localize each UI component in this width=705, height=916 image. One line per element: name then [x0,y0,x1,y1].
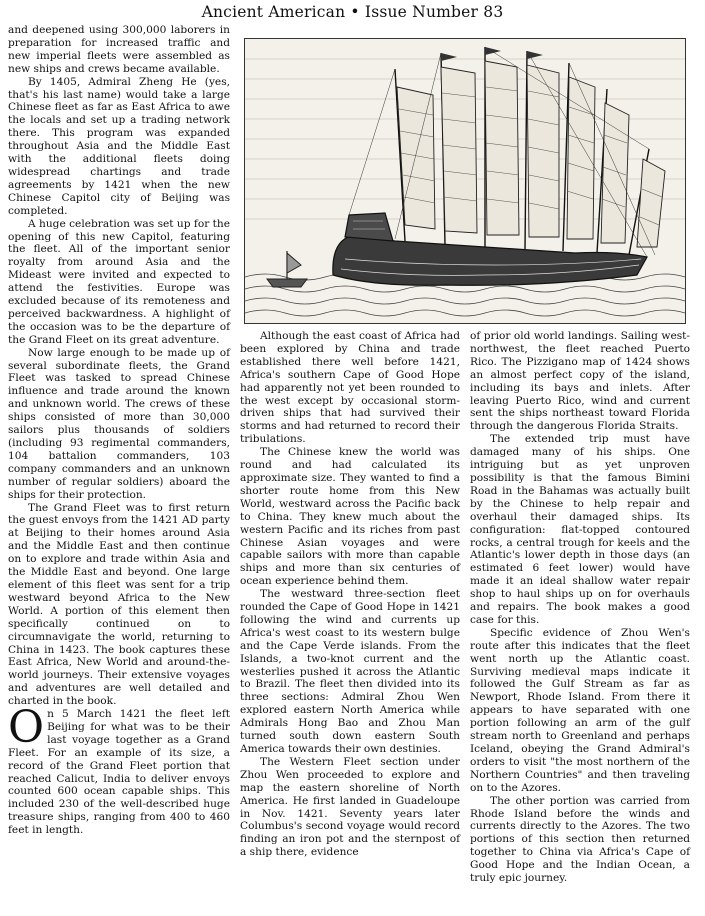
paragraph: The westward three-section fleet rounded the Cape of Good Hope in 1421 following the wind and currents up Africa's west coast to its western bulge and the Cape Verde islands. From the Islands, a two-knot current and the westerlies pushed it across the Atlantic to Brazil. The fleet then divided into its three sections: Admiral Zhou Wen explored eastern North America while Admirals Hong Bao and Zhou Man turned south down eastern South America towards their own destinies. [240,588,460,755]
paragraph: of prior old world landings. Sailing west-northwest, the fleet reached Puerto Rico. The Pizzigano map of 1424 shows an almost perfect copy of the island, including its bays and inlets. After leaving Puerto Rico, wind and current sent the ships northeast toward Florida through the dangerous Florida Straits. [470,330,690,433]
paragraph: The Grand Fleet was to first return the guest envoys from the 1421 AD party at Beijing to their homes around Asia and the Middle East and then continue on to explore and trade within Asia and the Middle East and beyond. One large element of this fleet was sent for a trip westward beyond Africa to the New World. A portion of this element then specifically continued on to circumnavigate the world, returning to China in 1423. The book captures these East Africa, New World and around-the-world journeys. Their extensive voyages and adventures are well detailed and charted in the book. [8,501,230,708]
paragraph: Although the east coast of Africa had been explored by China and trade established there well before 1421, Africa's southern Cape of Good Hope had apparently not yet been rounded to the west except by occasional storm-driven ships that had survived their storms and had returned to record their tribulations. [240,330,460,446]
paragraph: The extended trip must have damaged many of his ships. One intriguing but as yet unproven possibility is that the famous Bimini Road in the Bahamas was actually built by the Chinese to help repair and overhaul their damaged ships. Its configuration: flat-topped contoured rocks, a central trough for keels and the Atlantic's lower depth in those days (an estimated 6 feet lower) would have made it an ideal shallow water repair shop to haul ships up on for overhauls and repairs. The book makes a good case for this. [470,433,690,626]
paragraph: A huge celebration was set up for the opening of this new Capitol, featuring the fleet. All of the important senior royalty from around Asia and the Mideast were invited and expected to attend the festivities. Europe was excluded because of its remoteness and perceived backwardness. A highlight of the occasion was to be the departure of the Grand Fleet on its great adventure. [8,217,230,346]
column-2 [240,330,460,859]
column-1 [8,24,230,837]
paragraph: The other portion was carried from Rhode Island before the winds and currents directly to the Azores. The two portions of this section then returned together to China via Africa's Cape of Good Hope and the Indian Ocean, a truly epic journey. [470,794,690,885]
paragraph: By 1405, Admiral Zheng He (yes, that's his last name) would take a large Chinese fleet as far as East Africa to awe the locals and set up a trading network there. This program was expanded throughout Asia and the Middle East with the additional fleets doing widespread chartings and trade agreements by 1421 when the new Chinese Capitol city of Beijing was completed. [8,75,230,217]
paragraph: The Chinese knew the world was round and had calculated its approximate size. They wanted to find a shorter route home from this New World, westward across the Pacific back to China. They knew much about the western Pacific and its riches from past Chinese Asian voyages and were capable sailors with more than capable ships and more than six centuries of ocean experience behind them. [240,446,460,588]
chinese-treasure-ship-engraving-icon [245,39,685,323]
paragraph-text: n 5 March 1421 the fleet left Beijing for what was to be their last voyage together as a Grand Fleet. For an example of its size, a record of the Grand Fleet portion that reached Calicut, India to deliver envoys counted 600 ocean capable ships. This included 230 of the well-described huge treasure ships, ranging from 400 to 460 feet in length. [8,708,230,837]
drop-cap: O [8,702,45,754]
paragraph: The Western Fleet section under Zhou Wen proceeded to explore and map the eastern shoreline of North America. He first landed in Guadeloupe in Nov. 1421. Seventy years later Columbus's second voyage would record finding an iron pot and the sternpost of a ship there, evidence [240,755,460,859]
paragraph: Specific evidence of Zhou Wen's route after this indicates that the fleet went north up the Atlantic coast. Surviving medieval maps indicate it followed the Gulf Stream as far as Newport, Rhode Island. From there it appears to have separated with one portion following an arm of the gulf stream north to Greenland and perhaps Iceland, obeying the Grand Admiral's orders to visit "the most northern of the Northern Countries" and then traveling on to the Azores. [470,626,690,794]
running-header: Ancient American • Issue Number 83 [201,3,504,21]
paragraph: and deepened using 300,000 laborers in preparation for increased traffic and new imperial fleets were assembled as new ships and crews became available. [8,24,230,75]
ship-illustration [244,38,686,324]
paragraph: Now large enough to be made up of several subordinate fleets, the Grand Fleet was tasked to spread Chinese influence and trade around the known and unknown world. The crews of these ships consisted of more than 30,000 sailors plus thousands of soldiers (including 93 regimental commanders, 104 battalion commanders, 103 company commanders and an unknown number of regular soldiers) aboard the ships for their protection. [8,346,230,501]
column-3 [470,330,690,885]
paragraph-dropcap [8,702,230,837]
